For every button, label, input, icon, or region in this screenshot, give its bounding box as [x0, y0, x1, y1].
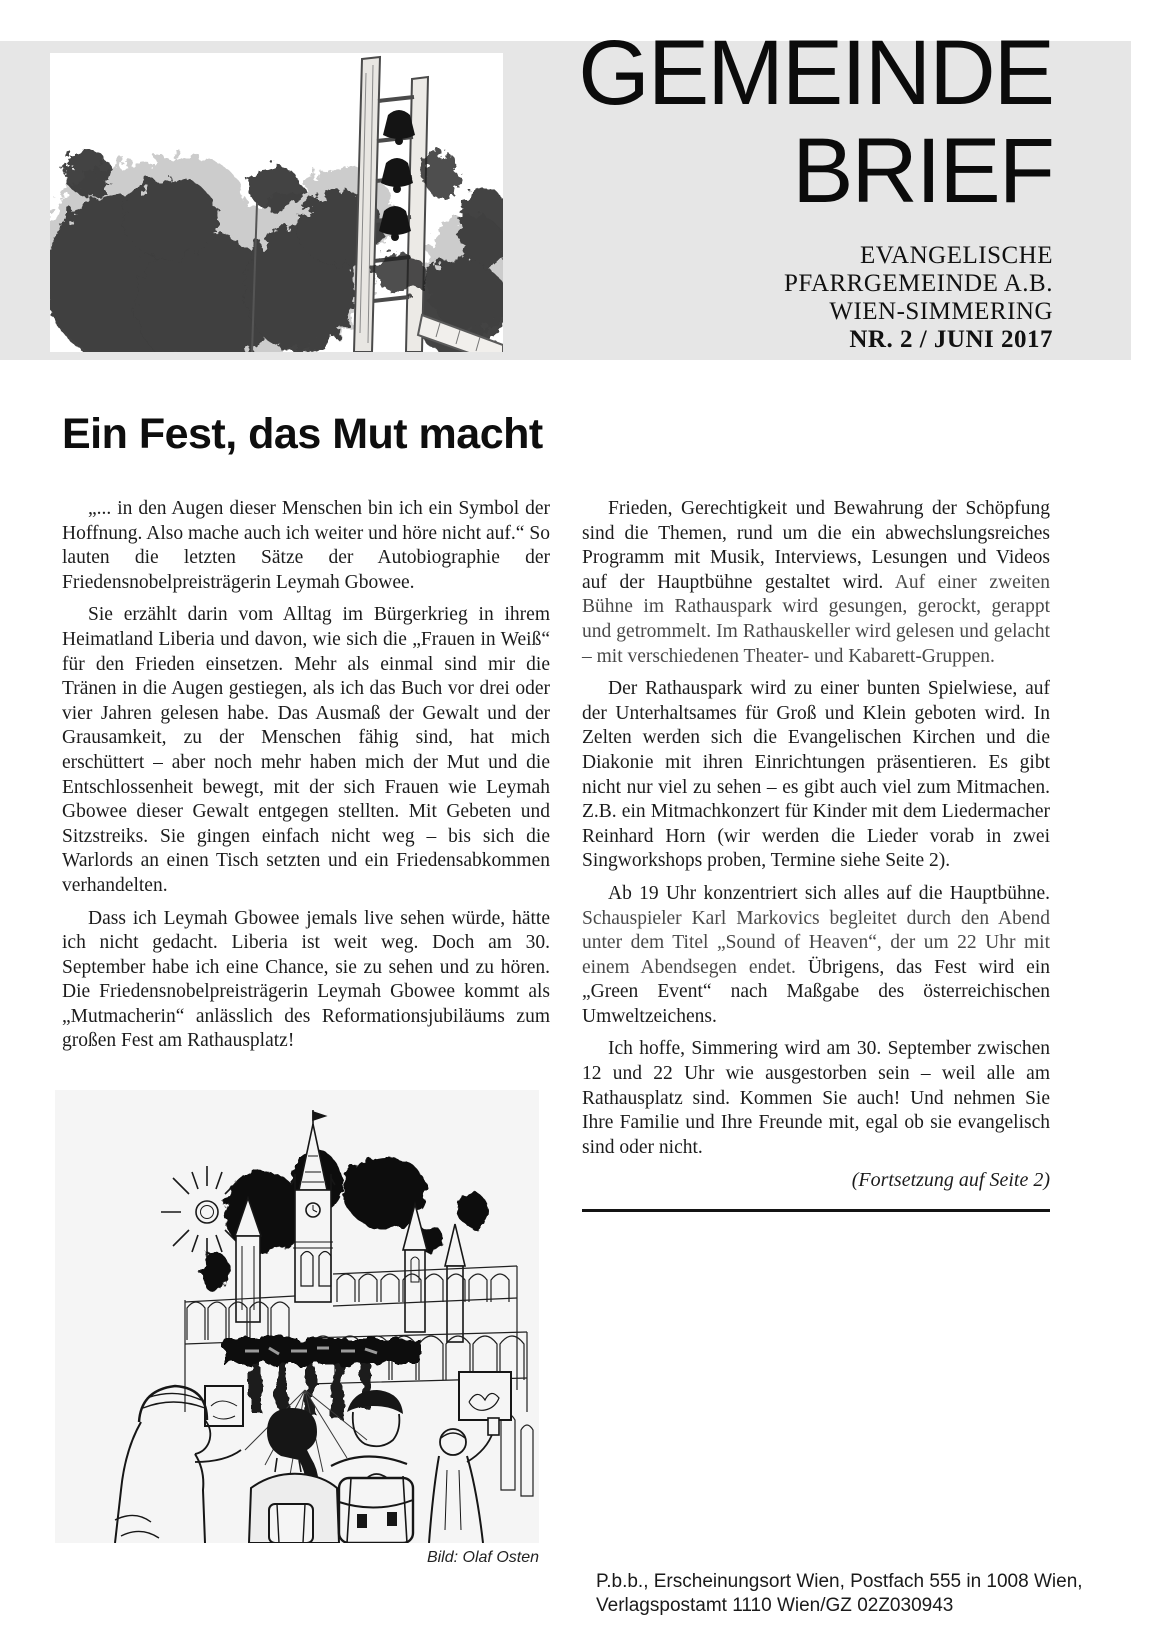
footer-rule: [582, 1209, 1050, 1212]
masthead-title-line1: GEMEINDE: [578, 22, 1053, 124]
continuation-note: (Fortsetzung auf Seite 2): [851, 1169, 1050, 1192]
cover-photo: [50, 53, 503, 352]
paragraph: „... in den Augen dieser Menschen bin ich ein Symbol der Hoffnung. Also mache auch ich weiter und höre nicht auf.“ So lauten die letzten Sätze der Autobiographie der Friedensnobelpreisträgerin Leymah Gbowee.: [62, 498, 550, 593]
issue-number: NR. 2 / JUNI 2017: [849, 326, 1053, 353]
masthead-subtitle-line: EVANGELISCHE: [859, 242, 1053, 269]
right-column: [582, 497, 1050, 1212]
imprint-line: Verlagspostamt 1110 Wien/GZ 02Z030943: [596, 1595, 954, 1616]
text-segment: Auf einer zweiten Bühne im Rathauspark wird gesungen, gerockt, gerappt und getrommelt. Im Rathauskeller wird gelesen und gelacht – mit verschiedenen Theater- und Kabarett-Gruppen.: [582, 571, 1050, 667]
masthead-subtitle-line: WIEN-SIMMERING: [829, 298, 1053, 325]
paragraph: Der Rathauspark wird zu einer bunten Spielwiese, auf der Unterhaltsames für Groß und Klein geboten wird. In Zelten werden sich die Evangelischen Kirchen und die Diakonie mit ihren Einrichtungen präsentieren. Es gibt nicht nur viel zu sehen – es gibt auch viel zum Mitmachen. Z.B. ein Mitmachkonzert für Kinder mit dem Liedermacher Reinhard Horn (wir werden die Lieder vorab in zwei Singworkshops proben, Termine siehe Seite 2).: [582, 678, 1050, 872]
rathaus-sketch: [55, 1090, 539, 1543]
article-headline: Ein Fest, das Mut macht: [62, 410, 543, 458]
masthead-subtitle: [560, 242, 1053, 354]
text-segment: Schauspieler Karl Markovics begleitet durch den Abend unter dem Titel „Sound of Heaven“, der um 22 Uhr mit einem Abendsegen endet.: [582, 907, 1050, 978]
text-segment: Ab 19 Uhr konzentriert sich alles auf die Hauptbühne.: [608, 882, 1050, 904]
paragraph: [582, 882, 1050, 1030]
bell-tower-sketch: [50, 53, 503, 352]
left-column: [62, 497, 550, 1062]
paragraph: Sie erzählt darin vom Alltag im Bürgerkrieg in ihrem Heimatland Liberia und davon, wie sich die „Frauen in Weiß“ für den Frieden einsetzen. Mehr als einmal sind mir die Tränen in die Augen gestiegen, als ich das Buch vor drei oder vier Jahren gelesen habe. Das Ausmaß der Gewalt und der Grausamkeit, zu der Menschen fähig sind, hat mich erschüttert – aber noch mehr haben mich der Mut und die Entschlossenheit bewegt, mit der sich Frauen wie Leymah Gbowee dieser Gewalt entgegen stellten. Mit Gebeten und Sitzstreiks. Sie gingen einfach nicht weg – bis sich die Warlords an einen Tisch setzten und ein Friedensabkommen verhandelten.: [62, 604, 550, 896]
masthead-title: [520, 24, 1053, 220]
imprint: [596, 1570, 1083, 1618]
text-segment: Frieden, Gerechtigkeit und Bewahrung der Schöpfung sind die Themen, rund um die ein abwechslungsreiches Programm mit Musik, Interviews, Lesungen und Videos auf der Hauptbühne gestaltet wird.: [582, 498, 1050, 593]
masthead-title-line2: BRIEF: [792, 120, 1053, 222]
paragraph: Dass ich Leymah Gbowee jemals live sehen würde, hätte ich nicht gedacht. Liberia ist weit weg. Doch am 30. September habe ich eine Chance, sie zu sehen und zu hören. Die Friedensnobelpreisträgerin Leymah Gbowee kommt als „Mutmacherin“ anlässlich des Reformationsjubiläums zum großen Fest am Rathausplatz!: [62, 907, 550, 1052]
imprint-line: P.b.b., Erscheinungsort Wien, Postfach 555 in 1008 Wien,: [596, 1571, 1083, 1592]
text-segment: Übrigens, das Fest wird ein „Green Event“ nach Maßgabe des österreichischen Umweltzeichens.: [582, 956, 1051, 1027]
paragraph: Ich hoffe, Simmering wird am 30. September zwischen 12 und 22 Uhr wie ausgestorben sein – weil alle am Rathausplatz sind. Kommen Sie auch! Und nehmen Sie Ihre Familie und Ihre Freunde mit, egal ob sie evangelisch sind oder nicht.: [582, 1038, 1050, 1158]
illustration-caption: Bild: Olaf Osten: [426, 1549, 539, 1566]
rathaus-illustration: [55, 1090, 539, 1543]
paragraph: [582, 497, 1050, 669]
masthead-subtitle-line: PFARRGEMEINDE A.B.: [784, 270, 1053, 297]
